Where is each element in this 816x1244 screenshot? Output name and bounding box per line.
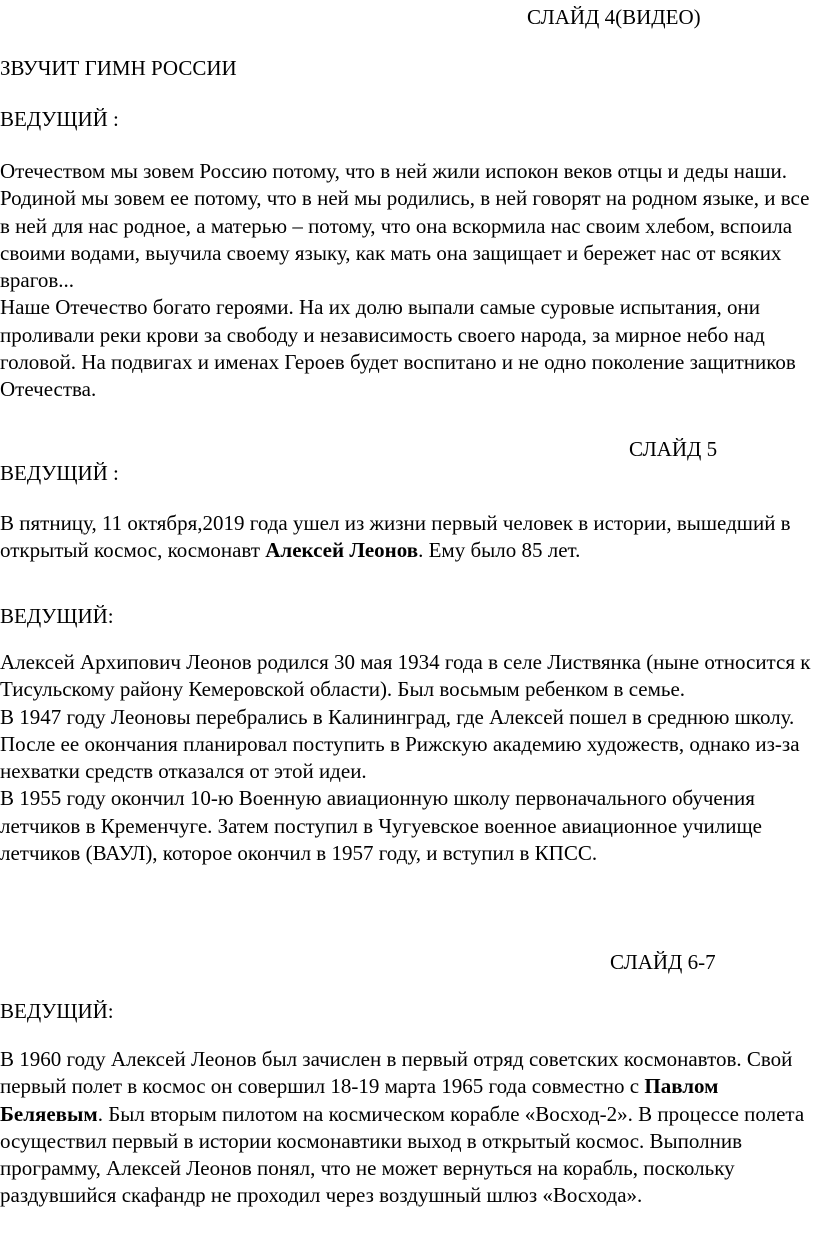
slide-4-heading: СЛАЙД 4(ВИДЕО) (527, 5, 701, 29)
slide-5-heading: СЛАЙД 5 (629, 437, 718, 461)
spacewalk-text (0, 1046, 812, 1210)
spacewalk-lead: В 1960 году Алексей Леонов был зачислен в первый отряд советских космонавтов. Свой первый полет в космос он совершил 18-19 марта 1965 года совместно с (0, 1047, 793, 1099)
belyaev-name: Павлом Беляевым (0, 1074, 719, 1126)
biography-paragraph-1: Алексей Архипович Леонов родился 30 мая 1934 года в селе Листвянка (ныне относится к Тисульскому району Кемеровской области). Был восьмым ребенком в семье. (0, 650, 811, 702)
leonov-death-paragraph (0, 510, 812, 565)
biography-paragraph-3: В 1955 году окончил 10-ю Военную авиационную школу первоначального обучения летчиков в Кременчуге. Затем поступил в Чугуевское военное авиационное училище летчиков (ВАУЛ), которое окончил в 1957 году, и вступил в КПСС. (0, 786, 762, 866)
intro-text (0, 158, 812, 404)
host-label-3: ВЕДУЩИЙ: (0, 604, 114, 628)
leonov-death-lead: В пятницу, 11 октября,2019 года ушел из жизни первый человек в истории, вышедший в открытый космос, космонавт (0, 511, 791, 563)
biography-text (0, 649, 812, 867)
slide-6-7-heading: СЛАЙД 6-7 (610, 950, 716, 974)
leonov-death-tail: . Ему было 85 лет. (418, 538, 581, 563)
host-label-2: ВЕДУЩИЙ : (0, 461, 119, 485)
leonov-name: Алексей Леонов (265, 538, 419, 563)
leonov-death-text (0, 510, 812, 565)
host-label-1: ВЕДУЩИЙ : (0, 107, 119, 131)
spacewalk-paragraph (0, 1046, 812, 1210)
intro-paragraph-1: Отечеством мы зовем Россию потому, что в ней жили испокон веков отцы и деды наши. Родиной мы зовем ее потому, что в ней мы родились, в ней говорят на родном языке, и все в ней для нас родное, а матерью – потому, что она вскормила нас своим хлебом, вспоила своими водами, выучила своему языку, как мать она защищает и бережет нас от всяких врагов... (0, 159, 810, 293)
intro-paragraph-2: Наше Отечество богато героями. На их долю выпали самые суровые испытания, они проливали реки крови за свободу и независимость своего народа, за мирное небо над головой. На подвигах и именах Героев будет воспитано и не одно поколение защитников Отечества. (0, 295, 796, 402)
spacewalk-tail: . Был вторым пилотом на космическом корабле «Восход-2». В процессе полета осуществил первый в истории космонавтики выход в открытый космос. Выполнив программу, Алексей Леонов понял, что не может вернуться на корабль, поскольку раздувшийся скафандр не проходил через воздушный шлюз «Восхода». (0, 1101, 805, 1208)
anthem-note: ЗВУЧИТ ГИМН РОССИИ (0, 56, 237, 80)
host-label-4: ВЕДУЩИЙ: (0, 999, 114, 1023)
biography-paragraph-2: В 1947 году Леоновы перебрались в Калининград, где Алексей пошел в среднюю школу. После ее окончания планировал поступить в Рижскую академию художеств, однако из-за нехватки средств отказался от этой идеи. (0, 704, 800, 784)
